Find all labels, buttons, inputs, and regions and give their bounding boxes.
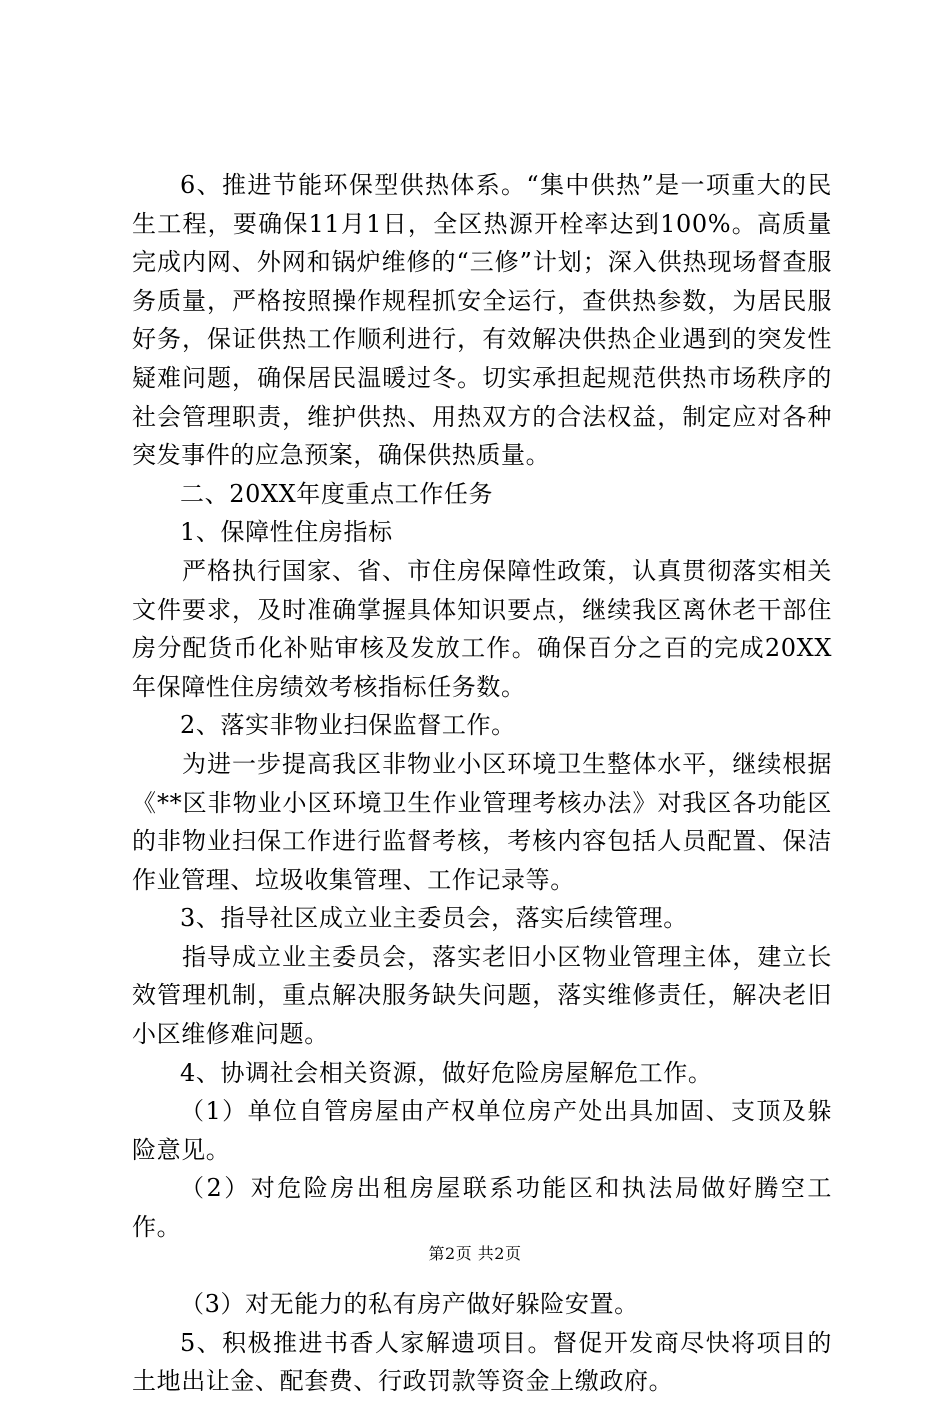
subitem-dangerous-housing-2: （2）对危险房出租房屋联系功能区和执法局做好腾空工作。 xyxy=(132,1174,832,1242)
subitem-dangerous-housing-3: （3）对无能力的私有房产做好躲险安置。 xyxy=(180,1290,639,1319)
item-heading-shuxiang-project: 5、积极推进书香人家解遗项目。督促开发商尽快将项目的土地出让金、配套费、行政罚款等资金上缴政府。 xyxy=(132,1328,832,1396)
paragraph-owners-committee: 指导成立业主委员会，落实老旧小区物业管理主体，建立长效管理机制，重点解决服务缺失问题，落实维修责任，解决老旧小区维修难问题。 xyxy=(132,942,832,1049)
page-number-footer: 第2页 共2页 xyxy=(428,1244,522,1263)
paragraph-heating-system: 6、推进节能环保型供热体系。“集中供热”是一项重大的民生工程，要确保11月1日，全区热源开栓率达到100%。高质量完成内网、外网和锅炉维修的“三修”计划；深入供热现场督查服务质量，严格按照操作规程抓安全运行，查供热参数，为居民服好务，保证供热工作顺利进行，有效解决供热企业遇到的突发性疑难问题，确保居民温暖过冬。切实承担起规范供热市场秩序的社会管理职责，维护供热、用热双方的合法权益，制定应对各种突发事件的应急预案，确保供热质量。 xyxy=(132,171,832,470)
paragraph-housing-indicators: 严格执行国家、省、市住房保障性政策，认真贯彻落实相关文件要求，及时准确掌握具体知识要点，继续我区离休老干部住房分配货币化补贴审核及发放工作。确保百分之百的完成20XX年保障性住房绩效考核指标任务数。 xyxy=(132,556,832,701)
document-body xyxy=(132,166,832,1401)
section-heading-key-tasks: 二、20XX年度重点工作任务 xyxy=(180,479,494,508)
item-heading-dangerous-housing: 4、协调社会相关资源，做好危险房屋解危工作。 xyxy=(180,1058,713,1087)
subitem-dangerous-housing-1: （1）单位自管房屋由产权单位房产处出具加固、支顶及躲险意见。 xyxy=(132,1097,832,1164)
paragraph-non-property-cleaning: 为进一步提高我区非物业小区环境卫生整体水平，继续根据《**区非物业小区环境卫生作业管理考核办法》对我区各功能区的非物业扫保工作进行监督考核，考核内容包括人员配置、保洁作业管理、垃圾收集管理、工作记录等。 xyxy=(132,749,832,894)
item-heading-housing-indicators: 1、保障性住房指标 xyxy=(180,518,393,547)
item-heading-non-property-cleaning: 2、落实非物业扫保监督工作。 xyxy=(180,711,516,740)
item-heading-owners-committee: 3、指导社区成立业主委员会，落实后续管理。 xyxy=(180,904,688,933)
